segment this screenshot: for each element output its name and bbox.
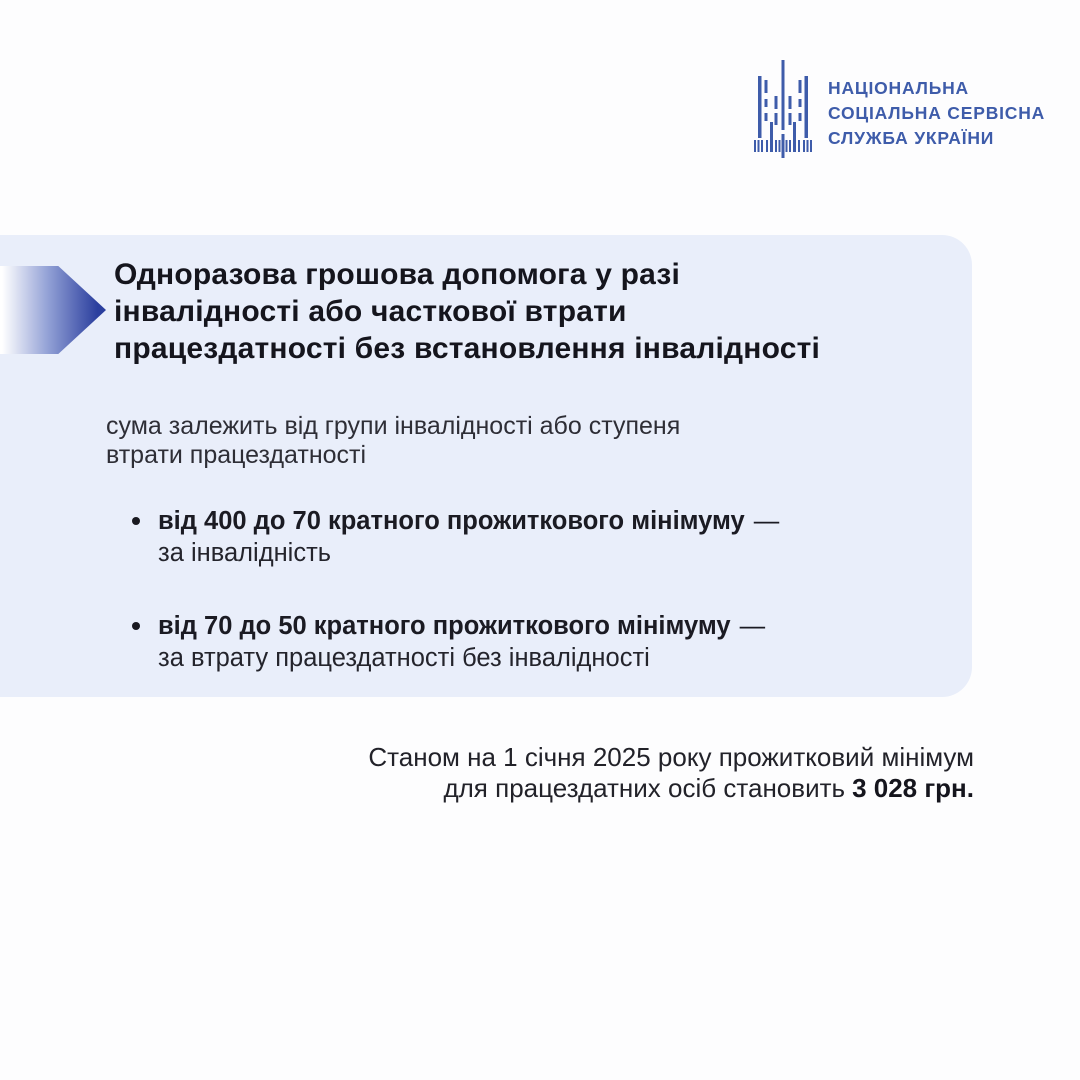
card-title-line: працездатності без встановлення інвалідності: [114, 332, 821, 365]
arrow-right-icon: [0, 266, 106, 354]
card-title: [114, 256, 954, 367]
bullet-amount-range: від 400 до 70 кратного прожиткового мінімуму: [158, 507, 745, 535]
bullet-description: за інвалідність: [158, 539, 332, 567]
card-subtitle-line: втрати працездатності: [106, 441, 367, 469]
logo-text-line: НАЦІОНАЛЬНА: [828, 78, 969, 98]
logo-text-line: СОЦІАЛЬНА СЕРВІСНА: [828, 103, 1046, 123]
trident-logo-icon: [754, 60, 812, 158]
info-card: [0, 235, 972, 697]
card-subtitle: [106, 412, 680, 470]
card-subtitle-line: сума залежить від групи інвалідності або ступеня: [106, 412, 681, 440]
logo-text: [828, 76, 1045, 151]
minimum-amount-value: 3 028 грн.: [852, 773, 974, 803]
bullet-amount-range: від 70 до 50 кратного прожиткового мінімуму: [158, 612, 731, 640]
footnote-line: Станом на 1 січня 2025 року прожитковий мінімум: [368, 742, 974, 772]
footnote: [368, 742, 974, 804]
card-title-line: Одноразова грошова допомога у разі: [114, 258, 681, 291]
benefit-list: [130, 505, 910, 674]
bullet-dot-icon: [132, 622, 140, 630]
bullet-dot-icon: [132, 517, 140, 525]
card-title-line: інвалідності або часткової втрати: [114, 295, 627, 328]
logo-text-line: СЛУЖБА УКРАЇНИ: [828, 128, 995, 148]
list-item-work-capacity-loss: [130, 610, 910, 674]
dash: —: [739, 612, 766, 640]
logo: [754, 60, 1045, 158]
dash: —: [753, 507, 780, 535]
footnote-line-prefix: для працездатних осіб становить: [443, 773, 846, 803]
bullet-description: за втрату працездатності без інвалідності: [158, 644, 650, 672]
list-item-disability: [130, 505, 910, 569]
